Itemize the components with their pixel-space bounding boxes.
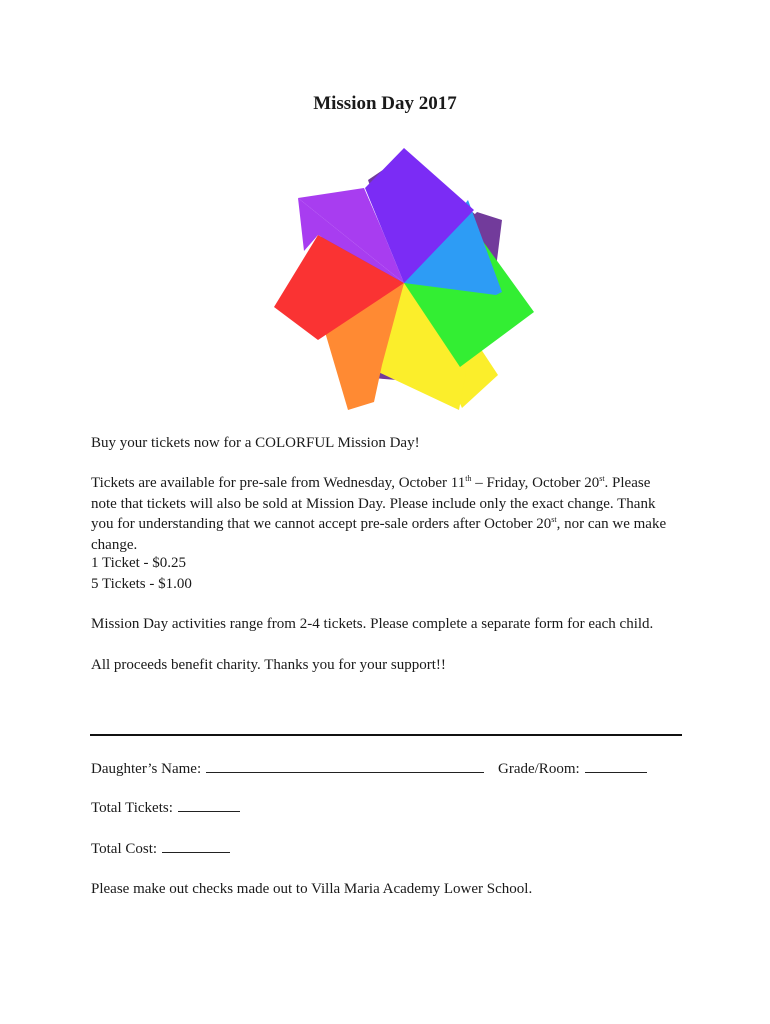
charity-text: All proceeds benefit charity. Thanks you for your support!! — [91, 657, 446, 673]
grade-room-row — [498, 759, 647, 780]
total-tickets-row — [91, 798, 240, 819]
daughter-name-field[interactable] — [206, 759, 484, 773]
total-cost-row — [91, 839, 230, 860]
presale-paragraph: Tickets are available for pre-sale from Wednesday, October 11th – Friday, October 20st. Please note that tickets will also be sold at Mission Day. Please include only the exact change. Thank you for understanding that we cannot accept pre-sale orders after October 20st, nor can we make change. — [91, 474, 667, 553]
activities-text: Mission Day activities range from 2-4 tickets. Please complete a separate form for each child. — [91, 616, 654, 632]
grade-room-field[interactable] — [585, 759, 647, 773]
total-tickets-field[interactable] — [178, 798, 240, 812]
total-tickets-label: Total Tickets: — [91, 800, 173, 816]
page-title: Mission Day 2017 — [313, 93, 457, 114]
price-one-ticket: 1 Ticket - $0.25 — [91, 555, 187, 571]
total-cost-label: Total Cost: — [91, 841, 158, 857]
intro-text: Buy your tickets now for a COLORFUL Mission Day! — [91, 435, 420, 451]
daughter-name-row — [91, 759, 484, 780]
grade-room-label: Grade/Room: — [498, 761, 580, 777]
daughter-name-label: Daughter’s Name: — [91, 761, 202, 777]
divider — [90, 734, 682, 736]
total-cost-field[interactable] — [162, 839, 230, 853]
price-five-tickets: 5 Tickets - $1.00 — [91, 576, 192, 592]
checks-note: Please make out checks made out to Villa Maria Academy Lower School. — [91, 881, 533, 897]
colorful-star-graphic — [262, 140, 542, 415]
